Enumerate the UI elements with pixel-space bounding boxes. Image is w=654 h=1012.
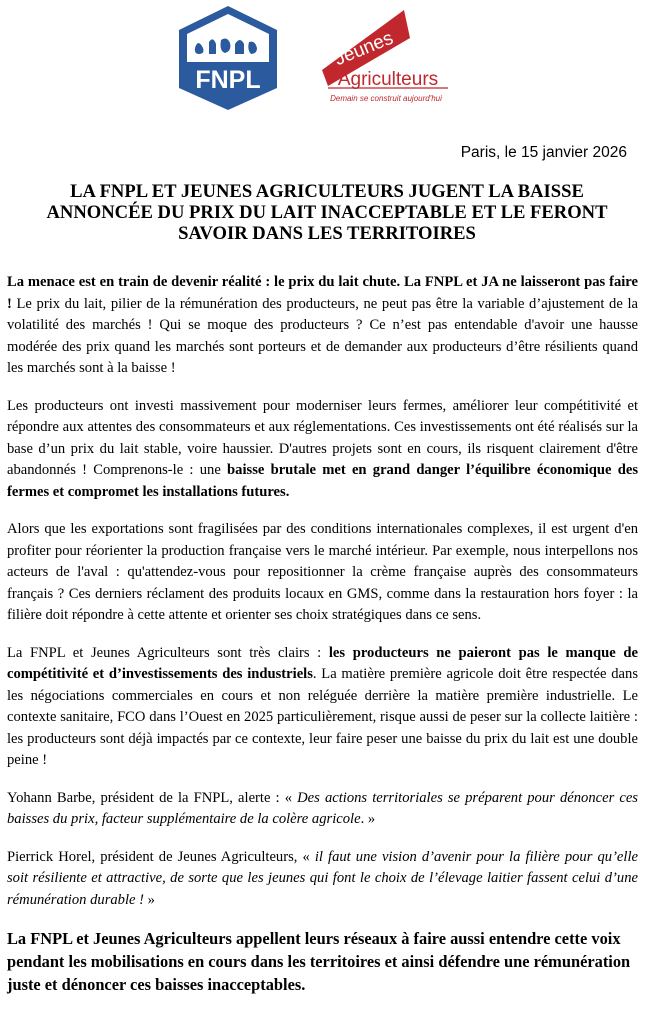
paragraph-3: Alors que les exportations sont fragilisées par des conditions internationales complexes, il est urgent d'en profiter pour réorienter la production française vers le marché intérieur. Par exemple, nous interpellons nos acteurs de l'aval : qu'attendez-vous pour repositionner la crème française auprès des consommateurs français ? Ces derniers réclament des produits locaux en GMS, comme dans la restauration hors foyer : la filière doit répondre à cette attente et orienter ses choix stratégiques dans ce sens.	[7, 521, 638, 623]
svg-text:Agriculteurs: Agriculteurs	[337, 69, 439, 90]
quote-ja-president: Pierrick Horel, président de Jeunes Agriculteurs, « il faut une vision d’avenir pour la filière pour qu’elle soit résiliente et attractive, de sorte que les jeunes qui font le choix de l’élevage laitier fassent celui d’une rémunération durable ! »	[7, 848, 638, 908]
svg-text:FNPL: FNPL	[195, 66, 261, 94]
press-release-body	[7, 272, 638, 1012]
press-release-title: LA FNPL ET JEUNES AGRICULTEURS JUGENT LA BAISSE ANNONCÉE DU PRIX DU LAIT INACCEPTABLE ET LE FERONT SAVOIR DANS LES TERRITOIRES	[46, 181, 608, 244]
closing-call: La FNPL et Jeunes Agriculteurs appellent leurs réseaux à faire aussi entendre cette voix pendant les mobilisations en cours dans les territoires et ainsi défendre une rémunération juste et dénoncer ces baisses inacceptables.	[7, 929, 631, 994]
svg-text:Jeunes: Jeunes	[331, 27, 397, 71]
quote-fnpl-president: Yohann Barbe, président de la FNPL, alerte : « Des actions territoriales se préparent pour dénoncer ces baisses du prix, facteur supplémentaire de la colère agricole. »	[7, 789, 638, 827]
svg-text:Demain se construit aujourd'hu: Demain se construit aujourd'hui	[330, 94, 442, 103]
paragraph-1: La menace est en train de devenir réalité : le prix du lait chute. La FNPL et JA ne laisseront pas faire ! Le prix du lait, pilier de la rémunération des producteurs, ne peut pas être la variable d’ajustement de la volatilité des marchés ! Qui se moque des producteurs ? Ce n’est pas entendable d'avoir une hausse modérée des prix quand les marchés sont porteurs et de demander aux producteurs d’être résilients quand les marchés sont à la baisse !	[7, 274, 638, 376]
header-logos	[0, 0, 654, 120]
paragraph-4: La FNPL et Jeunes Agriculteurs sont très clairs : les producteurs ne paieront pas le manque de compétitivité et d’investissements des industriels. La matière première agricole doit être respectée dans les négociations commerciales en cours et non reléguée derrière la matière première industrielle. Le contexte sanitaire, FCO dans l’Ouest en 2025 particulièrement, risque aussi de peser sur la collecte laitière : les producteurs sont déjà impactés par ce contexte, leur faire peser une baisse du prix du lait est une double peine !	[7, 644, 638, 768]
paragraph-2: Les producteurs ont investi massivement pour moderniser leurs fermes, améliorer leur compétitivité et répondre aux attentes des consommateurs et aux réglementations. Ces investissements ont été réalisés sur la base d’un prix du lait stable, voire haussier. D'autres projets sont en cours, ils risquent clairement d'être abandonnés ! Comprenons-le : une baisse brutale met en grand danger l’équilibre économique des fermes et compromet les installations futures.	[7, 397, 638, 500]
jeunes-agriculteurs-logo	[318, 8, 453, 108]
press-release-date: Paris, le 15 janvier 2026	[460, 144, 627, 161]
fnpl-logo	[173, 4, 283, 112]
